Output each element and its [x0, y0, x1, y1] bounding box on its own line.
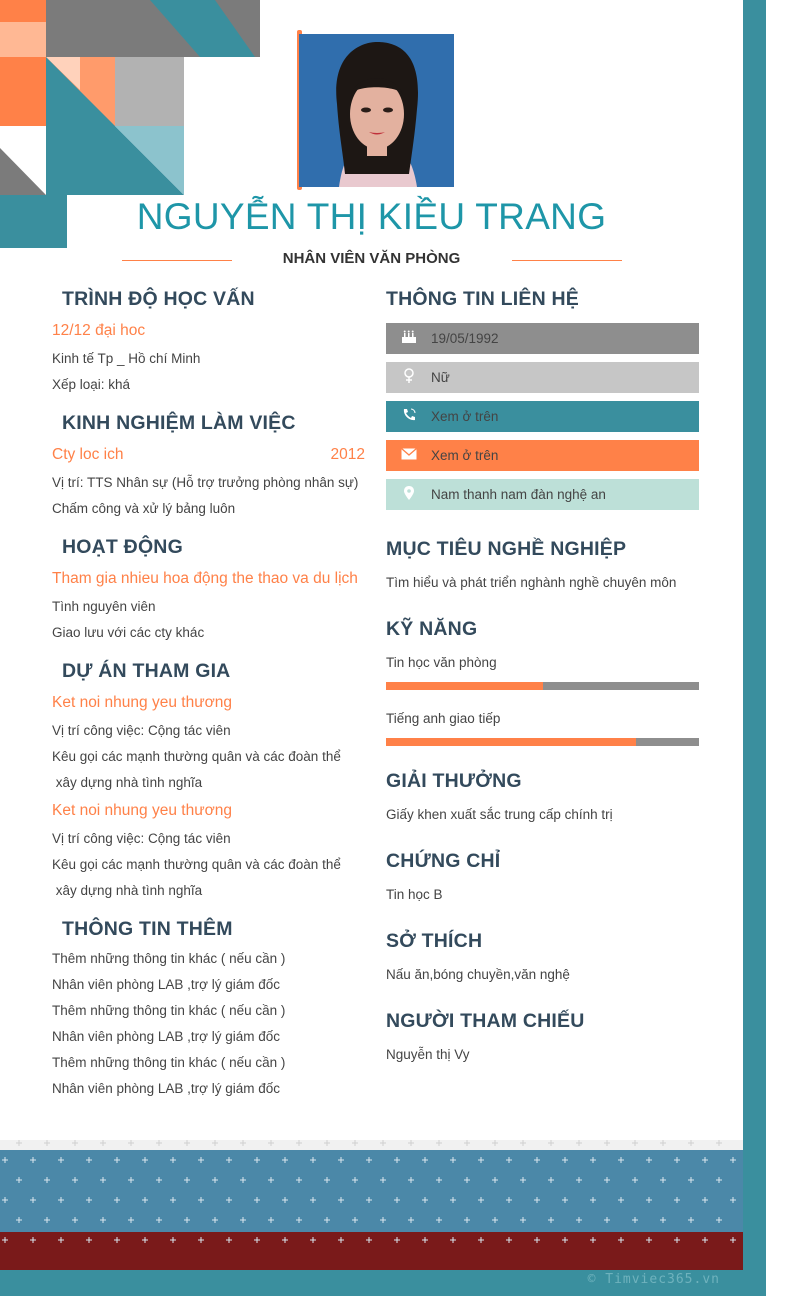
contact-email — [386, 440, 699, 471]
skill-bar-fill — [386, 738, 636, 746]
skills-section — [386, 616, 699, 646]
education-grade: Xếp loại: khá — [52, 377, 131, 392]
extra-line: Thêm những thông tin khác ( nếu cần ) — [52, 1055, 286, 1070]
activities-title: HOẠT ĐỘNG — [62, 536, 183, 558]
project-description: Kêu gọi các mạnh thường quân và các đoàn thể — [52, 749, 341, 764]
contact-email-value: Xem ở trên — [431, 448, 499, 463]
activities-section — [52, 534, 365, 564]
objective-text: Tìm hiểu và phát triển nghành nghề chuyên môn — [386, 575, 677, 590]
contact-address — [386, 479, 699, 510]
hobbies-title: SỞ THÍCH — [386, 930, 483, 952]
watermark: © Timviec365.vn — [587, 1272, 720, 1287]
envelope-icon — [386, 447, 431, 464]
project-item — [52, 688, 365, 796]
contact-phone-value: Xem ở trên — [431, 409, 499, 424]
extra-line: Thêm những thông tin khác ( nếu cần ) — [52, 1003, 286, 1018]
reference-section — [386, 1008, 699, 1038]
activity-description: Giao lưu với các cty khác — [52, 625, 205, 640]
activity-name: Tham gia nhieu hoa động the thao va du lịch — [52, 570, 358, 587]
skill-bar — [386, 682, 699, 690]
experience-company: Cty loc ich — [52, 446, 124, 463]
objective-title: MỤC TIÊU NGHỀ NGHIỆP — [386, 538, 627, 560]
skill-name: Tiếng anh giao tiếp — [386, 711, 501, 726]
skill-bar — [386, 738, 699, 746]
projects-title: DỰ ÁN THAM GIA — [62, 660, 231, 682]
hobbies-text: Nấu ăn,bóng chuyền,văn nghệ — [386, 967, 570, 982]
awards-text: Giấy khen xuất sắc trung cấp chính trị — [386, 807, 613, 822]
phone-icon — [386, 408, 431, 426]
education-title: TRÌNH ĐỘ HỌC VẤN — [62, 288, 255, 310]
experience-section — [52, 410, 365, 440]
left-column — [52, 286, 365, 1102]
contact-section — [386, 286, 699, 316]
extra-title: THÔNG TIN THÊM — [62, 918, 233, 940]
profile-photo — [299, 34, 454, 187]
map-pin-icon — [386, 486, 431, 504]
project-name: Ket noi nhung yeu thương — [52, 802, 232, 819]
project-item — [52, 796, 365, 904]
skill-name: Tin học văn phòng — [386, 655, 497, 670]
project-description-cont: xây dựng nhà tình nghĩa — [52, 883, 203, 898]
reference-title: NGƯỜI THAM CHIẾU — [386, 1010, 585, 1032]
contact-address-value: Nam thanh nam đàn nghệ an — [431, 487, 606, 502]
project-description-cont: xây dựng nhà tình nghĩa — [52, 775, 203, 790]
job-title: NHÂN VIÊN VĂN PHÒNG — [282, 250, 461, 267]
extra-line: Thêm những thông tin khác ( nếu cần ) — [52, 951, 286, 966]
contact-birthday — [386, 323, 699, 354]
experience-year: 2012 — [330, 446, 365, 463]
activity-role: Tình nguyên viên — [52, 599, 156, 614]
education-section — [52, 286, 365, 316]
right-column — [386, 286, 699, 1068]
contact-gender — [386, 362, 699, 393]
candidate-name: NGUYỄN THỊ KIỀU TRANG — [136, 196, 607, 237]
objective-section — [386, 536, 699, 566]
project-description: Kêu gọi các mạnh thường quân và các đoàn thể — [52, 857, 341, 872]
projects-section — [52, 658, 365, 688]
awards-title: GIẢI THƯỞNG — [386, 770, 522, 792]
footer-plus-pattern — [0, 1140, 743, 1270]
experience-title: KINH NGHIỆM LÀM VIỆC — [62, 412, 296, 434]
awards-section — [386, 768, 699, 798]
contact-phone — [386, 401, 699, 432]
extra-line: Nhân viên phòng LAB ,trợ lý giám đốc — [52, 1029, 280, 1044]
female-icon — [386, 368, 431, 388]
education-major: Kinh tế Tp _ Hồ chí Minh — [52, 351, 201, 366]
project-name: Ket noi nhung yeu thương — [52, 694, 232, 711]
right-accent-strip — [743, 0, 766, 1296]
certificates-text: Tin học B — [386, 887, 443, 902]
extra-section — [52, 916, 365, 946]
contact-title: THÔNG TIN LIÊN HỆ — [386, 288, 579, 310]
extra-line: Nhân viên phòng LAB ,trợ lý giám đốc — [52, 977, 280, 992]
reference-text: Nguyễn thị Vy — [386, 1047, 470, 1062]
contact-birthday-value: 19/05/1992 — [431, 331, 499, 346]
experience-header — [52, 440, 365, 470]
certificates-title: CHỨNG CHỈ — [386, 850, 501, 872]
experience-position: Vị trí: TTS Nhân sự (Hỗ trợ trưởng phòng nhân sự) — [52, 475, 359, 490]
skill-bar-fill — [386, 682, 543, 690]
project-role: Vị trí công việc: Cộng tác viên — [52, 723, 231, 738]
project-role: Vị trí công việc: Cộng tác viên — [52, 831, 231, 846]
contact-gender-value: Nữ — [431, 370, 450, 385]
education-school: 12/12 đại hoc — [52, 322, 146, 339]
cake-icon — [386, 330, 431, 348]
hobbies-section — [386, 928, 699, 958]
extra-line: Nhân viên phòng LAB ,trợ lý giám đốc — [52, 1081, 280, 1096]
experience-description: Chấm công và xử lý bảng luôn — [52, 501, 236, 516]
skills-title: KỸ NĂNG — [386, 618, 478, 640]
certificates-section — [386, 848, 699, 878]
